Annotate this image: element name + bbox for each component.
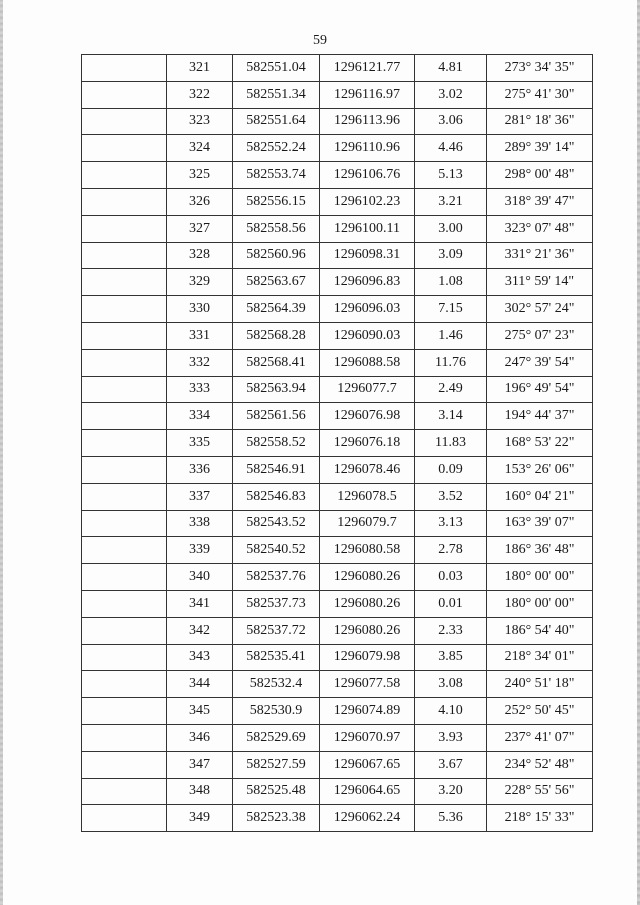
point-number-cell: 331	[167, 322, 233, 349]
empty-cell	[82, 698, 167, 725]
empty-cell	[82, 590, 167, 617]
empty-cell	[82, 108, 167, 135]
distance-cell: 1.08	[415, 269, 487, 296]
table-row	[82, 81, 593, 108]
x-coordinate-cell: 582556.15	[233, 188, 320, 215]
x-coordinate-cell: 582546.91	[233, 456, 320, 483]
table-row	[82, 564, 593, 591]
x-coordinate-cell: 582561.56	[233, 403, 320, 430]
x-coordinate-cell: 582529.69	[233, 724, 320, 751]
angle-cell: 194° 44' 37"	[487, 403, 593, 430]
point-number-cell: 346	[167, 724, 233, 751]
distance-cell: 4.10	[415, 698, 487, 725]
y-coordinate-cell: 1296106.76	[320, 162, 415, 189]
empty-cell	[82, 215, 167, 242]
angle-cell: 331° 21' 36"	[487, 242, 593, 269]
scan-edge-left	[0, 0, 3, 905]
y-coordinate-cell: 1296078.46	[320, 456, 415, 483]
empty-cell	[82, 456, 167, 483]
distance-cell: 2.33	[415, 617, 487, 644]
x-coordinate-cell: 582530.9	[233, 698, 320, 725]
distance-cell: 3.21	[415, 188, 487, 215]
distance-cell: 3.08	[415, 671, 487, 698]
point-number-cell: 337	[167, 483, 233, 510]
x-coordinate-cell: 582525.48	[233, 778, 320, 805]
angle-cell: 298° 00' 48"	[487, 162, 593, 189]
y-coordinate-cell: 1296067.65	[320, 751, 415, 778]
empty-cell	[82, 537, 167, 564]
point-number-cell: 349	[167, 805, 233, 832]
y-coordinate-cell: 1296098.31	[320, 242, 415, 269]
y-coordinate-cell: 1296090.03	[320, 322, 415, 349]
y-coordinate-cell: 1296116.97	[320, 81, 415, 108]
distance-cell: 1.46	[415, 322, 487, 349]
angle-cell: 186° 54' 40"	[487, 617, 593, 644]
angle-cell: 218° 15' 33"	[487, 805, 593, 832]
y-coordinate-cell: 1296080.26	[320, 617, 415, 644]
table-row	[82, 162, 593, 189]
distance-cell: 11.83	[415, 430, 487, 457]
distance-cell: 2.78	[415, 537, 487, 564]
distance-cell: 2.49	[415, 376, 487, 403]
empty-cell	[82, 510, 167, 537]
point-number-cell: 323	[167, 108, 233, 135]
table-row	[82, 805, 593, 832]
empty-cell	[82, 483, 167, 510]
x-coordinate-cell: 582560.96	[233, 242, 320, 269]
angle-cell: 218° 34' 01"	[487, 644, 593, 671]
y-coordinate-cell: 1296121.77	[320, 55, 415, 82]
y-coordinate-cell: 1296078.5	[320, 483, 415, 510]
point-number-cell: 336	[167, 456, 233, 483]
point-number-cell: 347	[167, 751, 233, 778]
x-coordinate-cell: 582564.39	[233, 296, 320, 323]
y-coordinate-cell: 1296096.03	[320, 296, 415, 323]
empty-cell	[82, 242, 167, 269]
point-number-cell: 326	[167, 188, 233, 215]
empty-cell	[82, 162, 167, 189]
angle-cell: 302° 57' 24"	[487, 296, 593, 323]
x-coordinate-cell: 582563.67	[233, 269, 320, 296]
table-row	[82, 698, 593, 725]
x-coordinate-cell: 582535.41	[233, 644, 320, 671]
empty-cell	[82, 778, 167, 805]
x-coordinate-cell: 582551.64	[233, 108, 320, 135]
table-row	[82, 296, 593, 323]
x-coordinate-cell: 582551.04	[233, 55, 320, 82]
coordinates-table-body	[82, 55, 593, 832]
angle-cell: 273° 34' 35"	[487, 55, 593, 82]
point-number-cell: 335	[167, 430, 233, 457]
table-row	[82, 778, 593, 805]
table-row	[82, 403, 593, 430]
angle-cell: 228° 55' 56"	[487, 778, 593, 805]
distance-cell: 4.46	[415, 135, 487, 162]
distance-cell: 0.09	[415, 456, 487, 483]
point-number-cell: 321	[167, 55, 233, 82]
angle-cell: 311° 59' 14"	[487, 269, 593, 296]
point-number-cell: 333	[167, 376, 233, 403]
distance-cell: 3.52	[415, 483, 487, 510]
empty-cell	[82, 322, 167, 349]
table-row	[82, 617, 593, 644]
empty-cell	[82, 269, 167, 296]
table-row	[82, 483, 593, 510]
table-row	[82, 188, 593, 215]
angle-cell: 323° 07' 48"	[487, 215, 593, 242]
empty-cell	[82, 805, 167, 832]
angle-cell: 252° 50' 45"	[487, 698, 593, 725]
point-number-cell: 334	[167, 403, 233, 430]
y-coordinate-cell: 1296080.26	[320, 590, 415, 617]
distance-cell: 0.03	[415, 564, 487, 591]
angle-cell: 163° 39' 07"	[487, 510, 593, 537]
point-number-cell: 339	[167, 537, 233, 564]
empty-cell	[82, 671, 167, 698]
x-coordinate-cell: 582552.24	[233, 135, 320, 162]
angle-cell: 247° 39' 54"	[487, 349, 593, 376]
angle-cell: 180° 00' 00"	[487, 564, 593, 591]
distance-cell: 7.15	[415, 296, 487, 323]
empty-cell	[82, 751, 167, 778]
point-number-cell: 344	[167, 671, 233, 698]
angle-cell: 275° 41' 30"	[487, 81, 593, 108]
empty-cell	[82, 55, 167, 82]
distance-cell: 5.36	[415, 805, 487, 832]
y-coordinate-cell: 1296100.11	[320, 215, 415, 242]
angle-cell: 186° 36' 48"	[487, 537, 593, 564]
table-row	[82, 456, 593, 483]
point-number-cell: 325	[167, 162, 233, 189]
point-number-cell: 328	[167, 242, 233, 269]
table-row	[82, 135, 593, 162]
angle-cell: 289° 39' 14"	[487, 135, 593, 162]
y-coordinate-cell: 1296096.83	[320, 269, 415, 296]
table-row	[82, 671, 593, 698]
distance-cell: 3.09	[415, 242, 487, 269]
y-coordinate-cell: 1296110.96	[320, 135, 415, 162]
y-coordinate-cell: 1296080.26	[320, 564, 415, 591]
angle-cell: 237° 41' 07"	[487, 724, 593, 751]
empty-cell	[82, 349, 167, 376]
table-row	[82, 242, 593, 269]
x-coordinate-cell: 582563.94	[233, 376, 320, 403]
y-coordinate-cell: 1296079.7	[320, 510, 415, 537]
x-coordinate-cell: 582537.76	[233, 564, 320, 591]
x-coordinate-cell: 582553.74	[233, 162, 320, 189]
table-row	[82, 430, 593, 457]
angle-cell: 168° 53' 22"	[487, 430, 593, 457]
table-row	[82, 215, 593, 242]
angle-cell: 275° 07' 23"	[487, 322, 593, 349]
table-row	[82, 376, 593, 403]
empty-cell	[82, 188, 167, 215]
y-coordinate-cell: 1296076.18	[320, 430, 415, 457]
angle-cell: 281° 18' 36"	[487, 108, 593, 135]
distance-cell: 3.14	[415, 403, 487, 430]
x-coordinate-cell: 582537.73	[233, 590, 320, 617]
empty-cell	[82, 430, 167, 457]
angle-cell: 318° 39' 47"	[487, 188, 593, 215]
distance-cell: 3.20	[415, 778, 487, 805]
y-coordinate-cell: 1296080.58	[320, 537, 415, 564]
point-number-cell: 342	[167, 617, 233, 644]
distance-cell: 3.13	[415, 510, 487, 537]
point-number-cell: 348	[167, 778, 233, 805]
point-number-cell: 327	[167, 215, 233, 242]
x-coordinate-cell: 582537.72	[233, 617, 320, 644]
point-number-cell: 338	[167, 510, 233, 537]
table-row	[82, 55, 593, 82]
table-row	[82, 349, 593, 376]
distance-cell: 11.76	[415, 349, 487, 376]
x-coordinate-cell: 582558.56	[233, 215, 320, 242]
y-coordinate-cell: 1296076.98	[320, 403, 415, 430]
point-number-cell: 330	[167, 296, 233, 323]
x-coordinate-cell: 582551.34	[233, 81, 320, 108]
y-coordinate-cell: 1296074.89	[320, 698, 415, 725]
point-number-cell: 324	[167, 135, 233, 162]
y-coordinate-cell: 1296079.98	[320, 644, 415, 671]
angle-cell: 234° 52' 48"	[487, 751, 593, 778]
coordinates-table	[81, 54, 593, 832]
y-coordinate-cell: 1296077.7	[320, 376, 415, 403]
point-number-cell: 345	[167, 698, 233, 725]
angle-cell: 196° 49' 54"	[487, 376, 593, 403]
distance-cell: 3.85	[415, 644, 487, 671]
y-coordinate-cell: 1296102.23	[320, 188, 415, 215]
x-coordinate-cell: 582543.52	[233, 510, 320, 537]
y-coordinate-cell: 1296070.97	[320, 724, 415, 751]
angle-cell: 153° 26' 06"	[487, 456, 593, 483]
table-row	[82, 751, 593, 778]
x-coordinate-cell: 582540.52	[233, 537, 320, 564]
point-number-cell: 329	[167, 269, 233, 296]
y-coordinate-cell: 1296113.96	[320, 108, 415, 135]
distance-cell: 3.93	[415, 724, 487, 751]
point-number-cell: 322	[167, 81, 233, 108]
y-coordinate-cell: 1296077.58	[320, 671, 415, 698]
point-number-cell: 341	[167, 590, 233, 617]
table-row	[82, 108, 593, 135]
point-number-cell: 343	[167, 644, 233, 671]
angle-cell: 240° 51' 18"	[487, 671, 593, 698]
table-row	[82, 724, 593, 751]
x-coordinate-cell: 582546.83	[233, 483, 320, 510]
x-coordinate-cell: 582568.41	[233, 349, 320, 376]
table-row	[82, 269, 593, 296]
distance-cell: 0.01	[415, 590, 487, 617]
y-coordinate-cell: 1296062.24	[320, 805, 415, 832]
empty-cell	[82, 724, 167, 751]
empty-cell	[82, 81, 167, 108]
y-coordinate-cell: 1296088.58	[320, 349, 415, 376]
table-row	[82, 322, 593, 349]
x-coordinate-cell: 582558.52	[233, 430, 320, 457]
x-coordinate-cell: 582532.4	[233, 671, 320, 698]
point-number-cell: 340	[167, 564, 233, 591]
point-number-cell: 332	[167, 349, 233, 376]
distance-cell: 3.00	[415, 215, 487, 242]
distance-cell: 3.02	[415, 81, 487, 108]
empty-cell	[82, 644, 167, 671]
page-number: 59	[313, 33, 327, 48]
empty-cell	[82, 135, 167, 162]
angle-cell: 160° 04' 21"	[487, 483, 593, 510]
empty-cell	[82, 403, 167, 430]
angle-cell: 180° 00' 00"	[487, 590, 593, 617]
empty-cell	[82, 564, 167, 591]
table-row	[82, 590, 593, 617]
empty-cell	[82, 296, 167, 323]
x-coordinate-cell: 582523.38	[233, 805, 320, 832]
table-row	[82, 510, 593, 537]
distance-cell: 3.67	[415, 751, 487, 778]
y-coordinate-cell: 1296064.65	[320, 778, 415, 805]
x-coordinate-cell: 582527.59	[233, 751, 320, 778]
distance-cell: 5.13	[415, 162, 487, 189]
table-row	[82, 537, 593, 564]
distance-cell: 3.06	[415, 108, 487, 135]
empty-cell	[82, 617, 167, 644]
table-row	[82, 644, 593, 671]
distance-cell: 4.81	[415, 55, 487, 82]
x-coordinate-cell: 582568.28	[233, 322, 320, 349]
empty-cell	[82, 376, 167, 403]
